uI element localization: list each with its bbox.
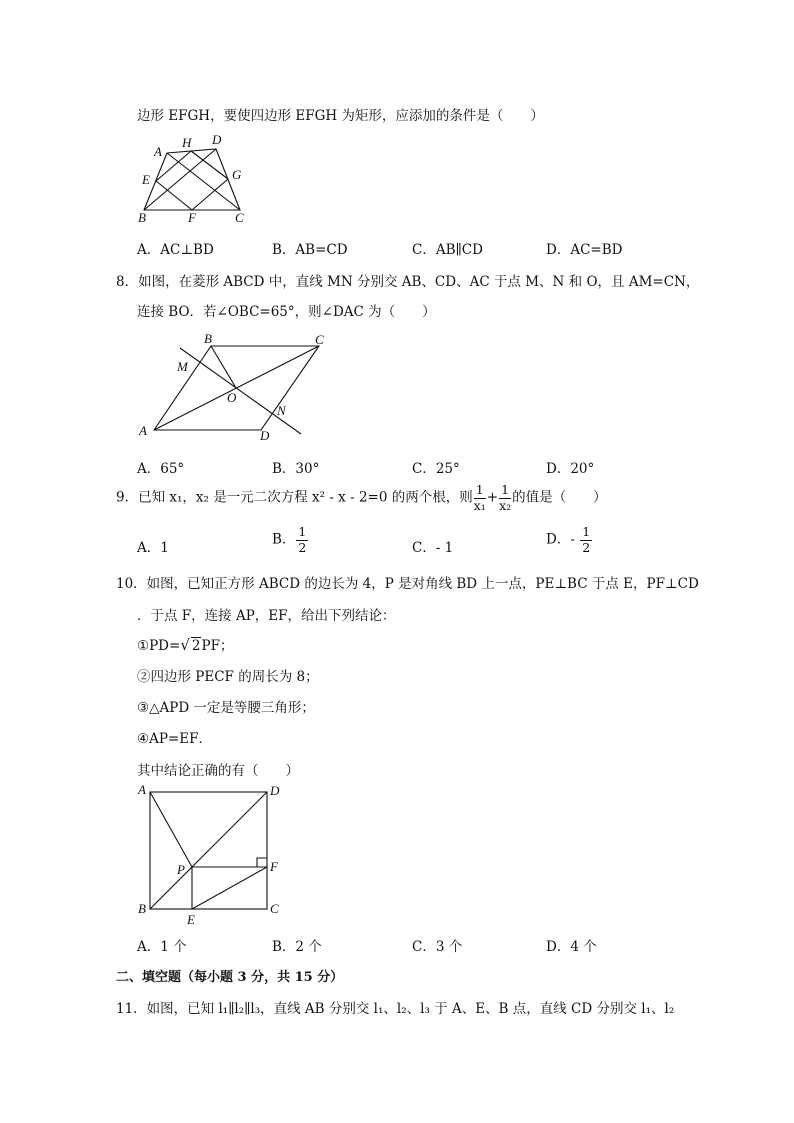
q7-option-b: B．AB=CD [272,242,348,258]
q8-option-a: A．65° [137,461,185,477]
q7-label-C: C [235,210,244,225]
q8-line2: 连接 BO．若∠OBC=65°，则∠DAC 为（ ） [137,304,436,320]
q10-c1-pre: ①PD= [137,638,181,654]
q10-c1-post: PF； [201,638,234,654]
q9-frac1-num: 1 [474,484,486,499]
q9-plus: + [486,489,499,506]
q9-frac1-den: x₁ [473,497,486,513]
q10-label-P: P [177,862,185,877]
q9-option-b-frac [296,526,308,554]
q10-label-E: E [187,912,195,927]
q10-conclusion-1 [137,634,233,654]
q8-figure [136,331,326,444]
q8-label-M: M [177,359,188,374]
q7-label-G: G [232,167,242,182]
q8-label-B: B [204,331,212,346]
q10-label-C: C [270,901,279,916]
sqrt-sign-icon: √ [180,636,190,654]
q7-figure [136,132,276,225]
q10-option-a: A．1 个 [137,939,187,955]
q8-label-D: D [260,428,270,443]
q9-option-d-frac [580,526,592,554]
q10-label-A: A [138,782,146,797]
q7-label-H: H [182,135,192,150]
q10-label-D: D [270,783,280,798]
q10-line1: 10．如图，已知正方形 ABCD 的边长为 4，P 是对角线 BD 上一点，PE⊥BC 于点 E，PF⊥CD [116,576,699,592]
q9-stem [116,484,607,512]
q9-option-d [546,526,593,554]
q9-option-c: C．- 1 [412,540,454,556]
q9-frac2 [499,484,511,512]
q7-label-B: B [138,210,146,225]
q9-option-d-num: 1 [582,524,591,539]
q8-option-b: B．30° [272,461,320,477]
q7-label-F: F [188,210,196,225]
q7-label-E: E [142,172,150,187]
q10-label-F: F [270,859,278,874]
q10-figure [136,782,296,927]
q7-option-d: D．AC=BD [546,242,623,258]
q10-conclusion-3: ③△APD 一定是等腰三角形； [137,700,315,716]
section-heading: 二、填空题（每小题 3 分，共 15 分） [116,970,344,985]
q9-option-b-label: B． [272,531,296,548]
q9-option-d-label: D．- [546,531,580,548]
q8-label-N: N [277,403,286,418]
q9-option-b [272,526,309,554]
q8-option-c: C．25° [412,461,460,477]
q8-label-O: O [227,390,237,405]
q10-label-B: B [138,901,146,916]
q10-option-b: B．2 个 [272,939,322,955]
q11-line1: 11．如图，已知 l₁∥l₂∥l₃，直线 AB 分别交 l₁、l₂、l₃ 于 A、E、B 点，直线 CD 分别交 l₁、l₂ [116,1001,675,1017]
q10-conclusion-2: ②四边形 PECF 的周长为 8； [137,669,319,685]
q10-conclusion-4: ④AP=EF． [137,731,212,747]
q9-post: 的值是（ ） [512,489,607,506]
q9-frac2-num: 1 [499,484,511,499]
q10-option-c: C．3 个 [412,939,463,955]
q7-option-c: C．AB∥CD [412,242,483,258]
q8-label-C: C [315,332,324,347]
q8-option-d: D．20° [546,461,595,477]
q7-stem: 边形 EFGH，要使四边形 EFGH 为矩形，应添加的条件是（ ） [137,108,544,124]
q9-option-d-den: 2 [582,539,591,555]
q10-option-d: D．4 个 [546,939,597,955]
q9-pre: 9．已知 x₁，x₂ 是一元二次方程 x² - x - 2=0 的两个根，则 [116,489,473,506]
q9-option-b-num: 1 [298,524,307,539]
q8-label-A: A [139,423,147,438]
q7-label-D: D [212,132,222,147]
q10-line2: ．于点 F，连接 AP，EF，给出下列结论： [137,608,396,624]
q7-label-A: A [154,144,162,159]
q9-option-b-den: 2 [298,539,307,555]
q10-question: 其中结论正确的有（ ） [137,763,299,779]
q8-line1: 8．如图，在菱形 ABCD 中，直线 MN 分别交 AB、CD、AC 于点 M、N 和 O，且 AM=CN， [116,274,700,290]
q9-frac2-den: x₂ [499,497,512,513]
q9-option-a: A．1 [137,540,169,556]
q9-frac1 [474,484,486,512]
q7-option-a: A．AC⊥BD [137,242,214,258]
q10-c1-radicand: 2 [191,638,201,654]
